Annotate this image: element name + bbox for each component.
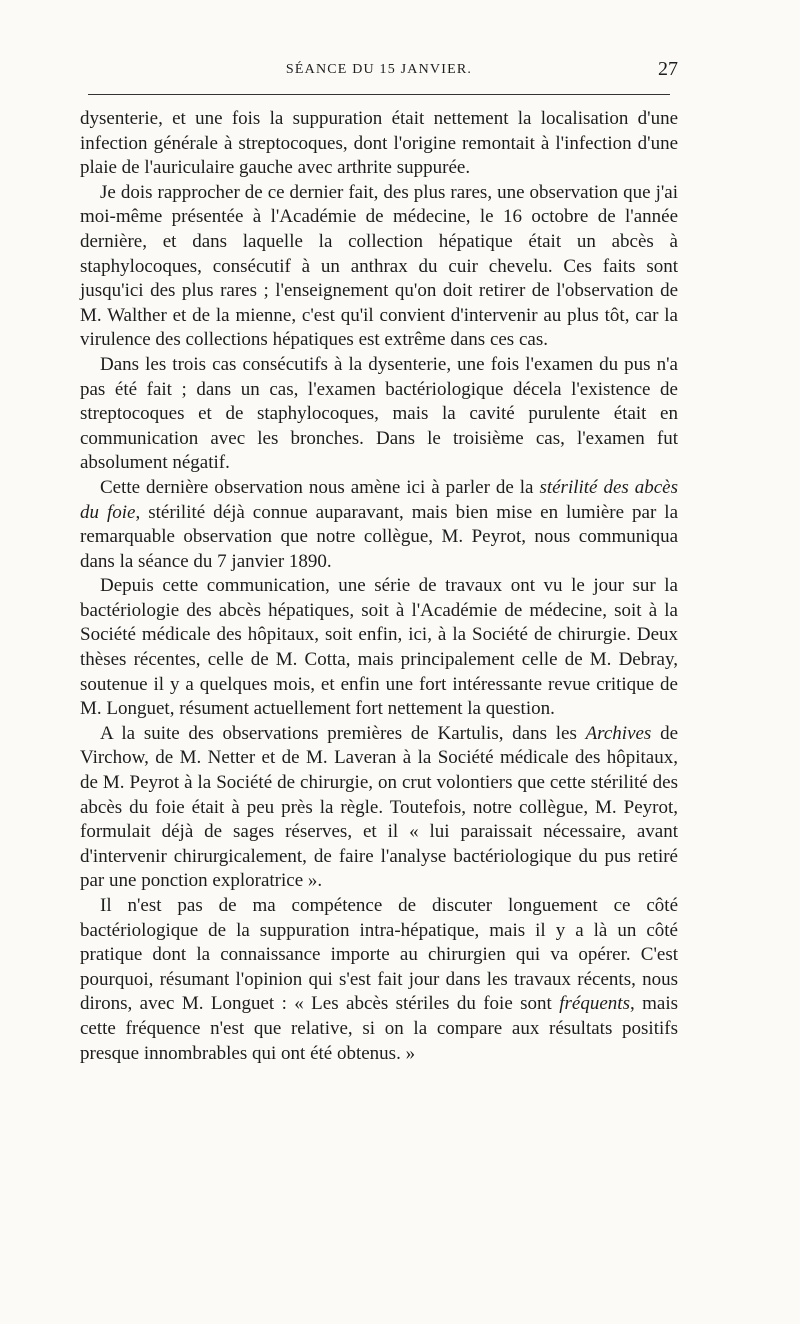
text-segment: Cette dernière observation nous amène ici à parler de la	[100, 476, 540, 498]
paragraph-1	[80, 107, 678, 181]
page-header	[80, 60, 678, 88]
italic-phrase: Archives	[585, 722, 652, 744]
running-head: SÉANCE DU 15 JANVIER.	[285, 62, 473, 77]
text-segment: A la suite des observations premières de Kartulis, dans les	[100, 722, 586, 744]
italic-phrase: fréquents	[559, 993, 630, 1015]
paragraph-5	[80, 574, 678, 722]
text-segment: dysenterie, et une fois la suppuration était nettement la localisation d'une infection générale à streptocoques, dont l'origine remontait à l'infection d'une plaie de l'auriculaire gauche avec arthrite suppurée.	[80, 108, 678, 179]
text-segment: Depuis cette communication, une série de travaux ont vu le jour sur la bactériologie des abcès hépatiques, soit à l'Académie de médecine, soit à la Société médicale des hôpitaux, soit enfin, ici, à la Société de chirurgie. Deux thèses récentes, celle de M. Cotta, mais principalement celle de M. Debray, soutenue il y a quelques mois, et enfin une fort intéressante revue critique de M. Longuet, résument actuellement fort nettement la question.	[80, 575, 678, 720]
paragraph-2	[80, 181, 678, 353]
text-segment: Il n'est pas de ma compétence de discuter longuement ce côté bactériologique de la suppuration intra-hépatique, mais il y a là un côté pratique dont la connaissance importe au chirurgien qui va opérer. C'est pourquoi, résumant l'opinion qui s'est fait jour dans les travaux récents, nous dirons, avec M. Longuet : « Les abcès stériles du foie sont	[80, 895, 678, 1015]
header-rule	[88, 94, 670, 95]
text-segment: Dans les trois cas consécutifs à la dysenterie, une fois l'examen du pus n'a pas été fait ; dans un cas, l'examen bactériologique décela l'existence de streptocoques et de staphylocoques, mais la cavité purulente était en communication avec les bronches. Dans le troisième cas, l'examen fut absolument négatif.	[80, 353, 678, 474]
text-segment: , mais cette fréquence n'est que relative, si on la compare aux résultats positifs presque innombrables qui ont été obtenus. »	[80, 993, 679, 1064]
body-text	[80, 107, 678, 1066]
page	[80, 60, 678, 1066]
paragraph-6	[80, 722, 678, 894]
paragraph-4	[80, 476, 678, 574]
paragraph-3	[80, 353, 678, 476]
page-number: 27	[658, 58, 678, 80]
text-segment: de Virchow, de M. Netter et de M. Laveran à la Société médicale des hôpitaux, de M. Peyrot à la Société de chirurgie, on crut volontiers que cette stérilité des abcès du foie était à peu près la règle. Toutefois, notre collègue, M. Peyrot, formulait déjà de sages réserves, et il « lui paraissait nécessaire, avant d'intervenir chirurgicalement, de faire l'analyse bactériologique du pus retiré par une ponction exploratrice ».	[80, 722, 678, 892]
italic-phrase: stérilité des abcès du foie	[80, 476, 678, 523]
text-segment: Je dois rapprocher de ce dernier fait, des plus rares, une observation que j'ai moi-même présentée à l'Académie de médecine, le 16 octobre de l'année dernière, et dans laquelle la collection hépatique était un abcès à staphylocoques, consécutif à un anthrax du cuir chevelu. Ces faits sont jusqu'ici des plus rares ; l'enseignement qu'on doit retirer de l'observation de M. Walther et de la mienne, c'est qu'il convient d'intervenir au plus tôt, car la virulence des collections hépatiques est extrême dans ces cas.	[80, 181, 678, 351]
text-segment: , stérilité déjà connue auparavant, mais bien mise en lumière par la remarquable observation que notre collègue, M. Peyrot, nous communiqua dans la séance du 7 janvier 1890.	[80, 501, 679, 572]
paragraph-7	[80, 894, 678, 1066]
